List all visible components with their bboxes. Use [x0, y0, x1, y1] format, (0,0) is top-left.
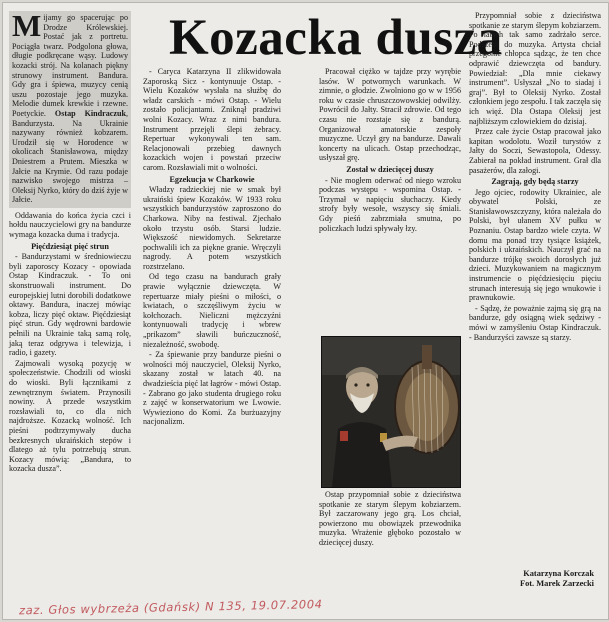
paragraph: - Nie mogłem oderwać od niego wzroku podczas występu - wspomina Ostap. - Trzymał w napięciu słuchaczy. Kiedy strofy były wesołe, wszyscy się śmiali. Gdy pieśń zabrzmiała smutna, po policzkach ludzi spływały łzy. [319, 175, 461, 233]
paragraph: Zajmowali wysoką pozycję w społeczeństwie. Chodzili od wioski do wioski. Byli łącznikami z zewnętrznym światem. Przynosili nowiny. A przede wszystkim rozsławiali to, co dla nich najdroższe. Kozacką wolność. Ich pieśni podtrzymywały ducha bezkresnych ukraińskich stepów i dlatego aż tylu potrzebują strun. Kozacy mówią: „Bandura, to kozacka dusza”. [9, 358, 131, 474]
intro-name: Ostap Kindraczuk [54, 108, 126, 118]
paragraph: Przez całe życie Ostap pracował jako kapitan wodolotu. Woził turystów z Jałty do Soczi, Sewastopola, Odessy. Zabierał na pokład instrument. Grał dla pasażerów, dla załogi. [469, 127, 601, 175]
paragraph: Pracował ciężko w tajdze przy wyrębie lasów. W potwornych warunkach. W zimnie, o głodzie. Zwolniono go w w 1956 roku w czasie chruszczowowskiej odwilży. Powrócił do Jałty. Stracił zdrowie. Od tego czasu nie rozstaje się z bandurą. Organizował amatorskie zespoły muzyczne. Uczył gry na bandurze. Dawali koncerty na ulicach. Ostap przechodząc, usłyszał grę. [319, 67, 461, 163]
subheading: Został w dziecięcej duszy [346, 164, 434, 174]
photo-bandura-player [321, 336, 461, 488]
paragraph: - Bandurzystami w średniowieczu byli zaporoscy Kozacy - opowiada Ostap Kindraczuk. - To oni skonstruowali instrument. Do europejskiej lutni dorobili dodatkowe oktawy. Bandura, inaczej mówiąc kobza, liczy pięć oktaw. Pięćdziesiąt pięć strun. Gdy wędrowni bardowie pełnili na Ukrainie taką samą rolę, jaką teraz odgrywa i telewizja, i radio, i gazety. [9, 252, 131, 358]
subheading: Egzekucja w Charkowie [169, 174, 255, 184]
column-2 [143, 67, 281, 589]
paragraph: - Caryca Katarzyna II zlikwidowała Zaporoską Sicz - kontynuuje Ostap. - Wielu Kozaków wysłała na służbę do władz carskich - mówi Ostap. - Wielu zostało policjantami. Zniknął pradziwi wolni Kozacy. Wraz z nimi bandura. Instrument przejęli ślepi żebracy. Repertuar wykonywali ten sam. Relacjonowali przebieg dawnych kozackich wojen i powstań przeciw carom. Rozsławiali mit o wolności. [143, 67, 281, 172]
column-3 [319, 67, 461, 331]
paragraph: - Sądzę, że poważnie zajmą się grą na bandurze, gdy osiągną wiek sędziwy - mówi w zamyśleniu Ostap Kindraczuk. - Bandurzyści zawsze są starzy. [469, 303, 601, 342]
column-1 [9, 8, 131, 589]
paragraph: Władzy radzieckiej nie w smak był ukraiński śpiew Kozaków. W 1933 roku wszystkich bandurzystów zaproszono do Charkowa. Niby na festiwal. Zjechało około trzystu osób. Starsi ludzie. Większość niewidomych. Sekretarze pochwalili ich za piękne granie. Wręczyli nagrody. A potem wszystkich rozstrzelano. [143, 185, 281, 271]
byline [434, 569, 594, 589]
intro-text-2: , Bandurzysta. Na Ukrainie nazywany również kobzarem. Urodził się w Horodence w okolicach Stanisławowa, między Dniestrem a Prutem. Mieszka w Jałcie na Krymie. Od razu podaje nazwisko swojego mistrza – Oleksij Nyrko, który do dziś żyje w Jałcie. [12, 108, 128, 205]
paragraph: - Za śpiewanie przy bandurze pieśni o wolności mój nauczyciel, Oleksij Nyrko, skazany został w latach 40. na dwadzieścia pięć lat łagrów - mówi Ostap. - Zabrano go jako studenta drugiego roku z zajęć w konserwatorium we Lwowie. Wywieziono do Komi. Za burżuazyjny nacjonalizm. [143, 350, 281, 427]
paragraph: Od tego czasu na bandurach grały prawie wyłącznie dziewczęta. W repertuarze miały pieśni o miłości, o kwiatach, o szczęśliwym życiu w kołchozach. Nieliczni mężczyźni kontynuowali tradycję i wbrew „prikazom” sławili buńczuczność, niezależność, swobodę. [143, 272, 281, 349]
newspaper-clipping [2, 2, 609, 620]
subheading: Zagrają, gdy będą starzy [491, 177, 579, 187]
paragraph: Jego ojciec, rodowity Ukrainiec, ale obywatel Polski, ze Stanisławowszczyzny, która należała do Polski, był ułanem XV pułku w Poznaniu. Ostap bardzo wiele czyta. W domu ma ponad trzy tysiące książek, polskich i ukraińskich. Nauczył grać na bandurze trójkę swoich dorosłych już dzieci. Muzykowaniem na magicznym instrumencie o pięćdziesięciu pięciu strunach interesują się jego wnukowie i prawnukowie. [469, 187, 601, 303]
author-name: Katarzyna Korczak [523, 569, 594, 578]
intro-text: ijamy go spacerując po Drodze Królewskiej. Postać jak z portretu. Pociągła twarz. Podgolona głowa, długie podkręcane wąsy. Ludowy kozacki strój. Na kolanach piękny strunowy instrument. Bandura. Gdy gra i śpiewa, muzycy cenią uszu pozostaje jego muzyka. Melodie dumek krewkie i rzewne. Poetyckie. [12, 13, 128, 118]
handwritten-source-note: zaz. Głos wybrzeża (Gdańsk) N 135, 19.07.2004 [18, 597, 323, 618]
bandura-player-photo-illustration [322, 337, 460, 487]
intro-box [9, 8, 131, 208]
column-3-continued [319, 490, 461, 570]
paragraph: Ostap przypomniał sobie z dzieciństwa spotkanie ze starym ślepym kobziarzem. Był zaczarowany jego grą. Los chciał, powierzono mu obowiązek przewodnika muzyka. Wrażenie głęboko pozostało w dziecięcej duszy. [319, 490, 461, 547]
article-title: Kozacka dusza [169, 10, 503, 66]
drop-cap: M [12, 8, 42, 43]
photo-credit: Fot. Marek Zarzecki [519, 579, 594, 588]
paragraph: Oddawania do końca życia czci i hołdu nauczycielowi gry na bandurze wymaga kozacka duma i tradycja. [9, 210, 131, 240]
subheading: Pięćdziesiąt pięć strun [31, 241, 109, 251]
column-4 [469, 11, 601, 589]
paragraph: Przypomniał sobie z dzieciństwa spotkanie ze starym ślepym kobziarzem. Po latach tak samo zadrżało serce. Podszedł do muzyka. Artysta chciał przegonić chłopca sądząc, że ten chce odprawić dziewczęta od bandury. Powiedział: „Dla mnie ciekawy instrument”. Usłyszał „No to siadaj i graj”. Był to Oleksij Nyrko. Został członkiem jego zespołu. I tak zaczęła się ich więź. Dla Ostapa Oleksij jest najbliższym człowiekiem do dzisiaj. [469, 11, 601, 126]
